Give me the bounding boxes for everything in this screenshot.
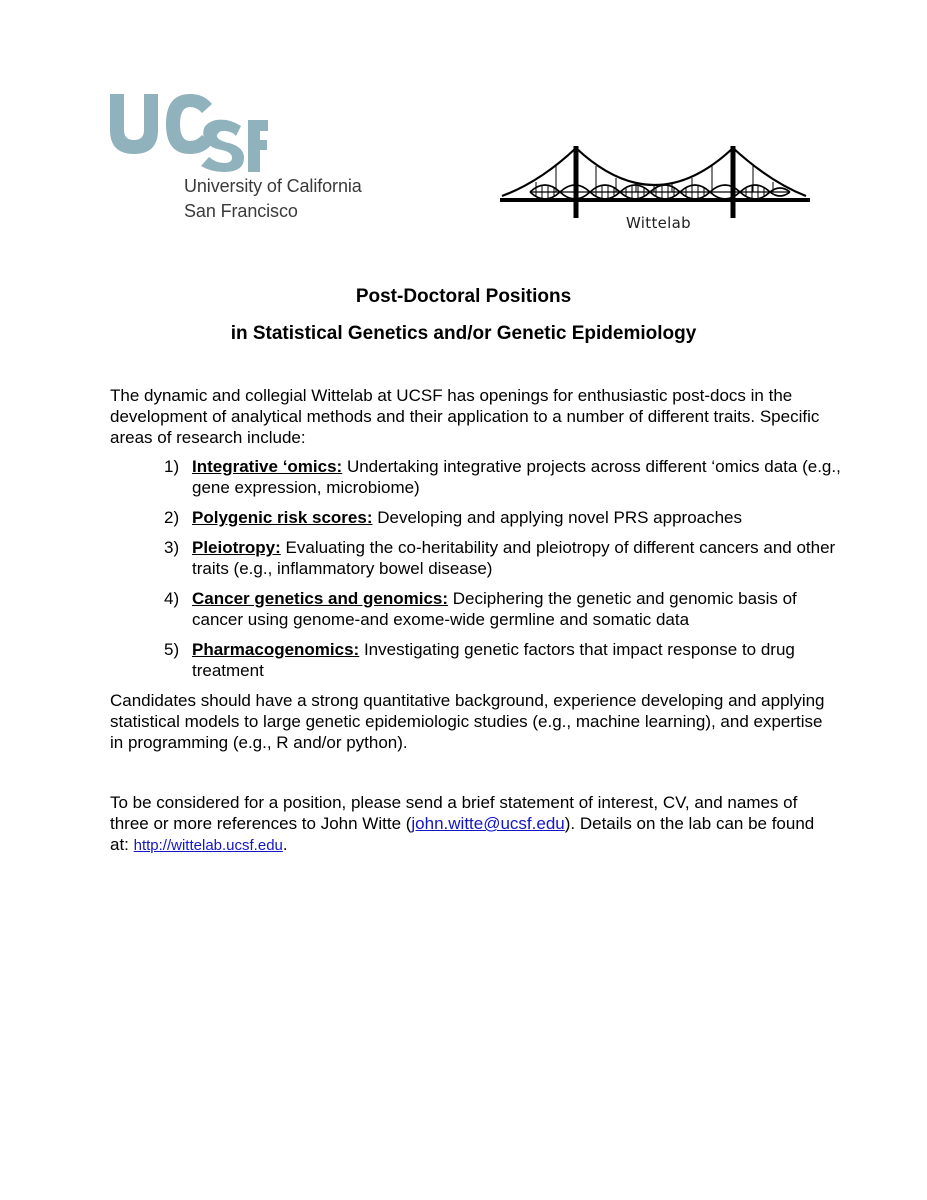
list-item-text: Investigating genetic factors that impact response to drug treatment xyxy=(192,640,795,680)
page-subtitle: in Statistical Genetics and/or Genetic Epidemiology xyxy=(230,323,697,344)
list-item-text: Evaluating the co-heritability and pleiotropy of different cancers and other traits (e.g., inflammatory bowel disease) xyxy=(192,538,836,578)
list-item-number: 5) xyxy=(164,640,180,659)
list-item-text: Undertaking integrative projects across different ‘omics data (e.g., gene expression, microbiome) xyxy=(192,457,841,497)
ucsf-wordmark-logo xyxy=(108,92,268,172)
list-item-number: 3) xyxy=(164,538,180,557)
list-item-term: Pleiotropy: xyxy=(192,538,281,557)
intro-paragraph: The dynamic and collegial Wittelab at UCSF has openings for enthusiastic post-docs in the development of analytical methods and their application to a number of different traits. Specific areas of research include: xyxy=(110,386,820,447)
contact-text-2: ). Details on the lab can be found at: xyxy=(110,814,815,854)
list-item xyxy=(164,456,844,498)
page-title: Post-Doctoral Positions xyxy=(355,286,572,307)
list-item xyxy=(164,537,844,579)
list-item-term: Cancer genetics and genomics: xyxy=(192,589,449,608)
list-item-number: 2) xyxy=(164,508,180,527)
wittelab-label: Wittelab xyxy=(626,214,691,232)
candidates-paragraph: Candidates should have a strong quantitative background, experience developing and applying statistical models to large genetic epidemiologic studies (e.g., machine learning), and expertise in programming (e.g., R and/or python). xyxy=(110,691,825,752)
list-item-term: Polygenic risk scores: xyxy=(192,508,373,527)
wittelab-logo xyxy=(500,142,810,237)
email-link[interactable]: john.witte@ucsf.edu xyxy=(411,814,565,833)
research-areas-list xyxy=(164,456,844,690)
bridge-dna-icon xyxy=(500,142,810,222)
list-item-term: Pharmacogenomics: xyxy=(192,640,360,659)
list-item xyxy=(164,639,844,681)
contact-text-1: To be considered for a position, please send a brief statement of interest, CV, and names of three or more references to John Witte ( xyxy=(110,793,798,833)
ucsf-university-line: University of California xyxy=(184,176,362,196)
list-item-number: 1) xyxy=(164,457,180,476)
list-item-term: Integrative ‘omics: xyxy=(192,457,343,476)
contact-paragraph xyxy=(110,792,830,856)
list-item-text: Deciphering the genetic and genomic basis of cancer using genome-and exome-wide germline and somatic data xyxy=(192,589,797,629)
contact-text-3: . xyxy=(282,835,288,854)
ucsf-campus-line: San Francisco xyxy=(184,201,298,221)
lab-website-link[interactable]: http://wittelab.ucsf.edu xyxy=(133,837,283,854)
list-item-number: 4) xyxy=(164,589,180,608)
list-item xyxy=(164,507,844,528)
ucsf-logo xyxy=(108,92,408,232)
list-item-text: Developing and applying novel PRS approaches xyxy=(372,508,743,527)
list-item xyxy=(164,588,844,630)
